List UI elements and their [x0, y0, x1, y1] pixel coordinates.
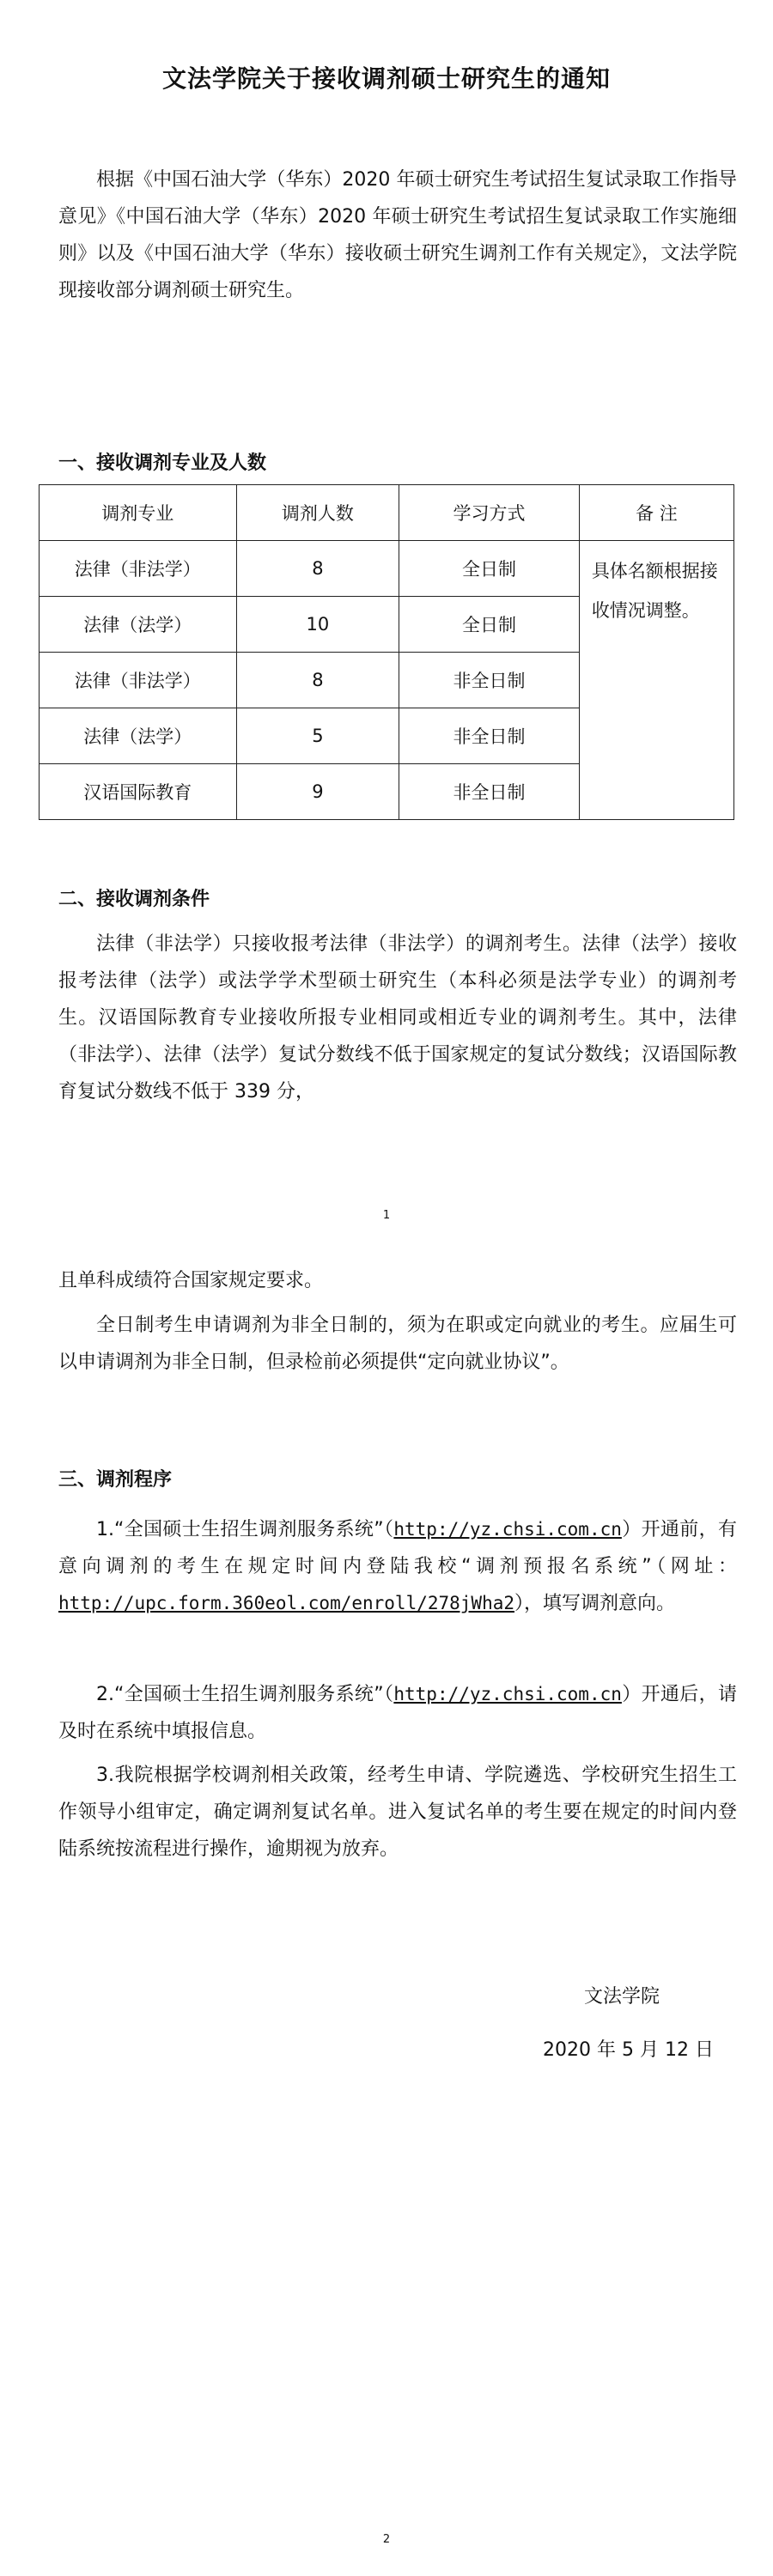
section-3-heading: 三、调剂程序 — [58, 1469, 173, 1491]
major-cell: 法律（法学） — [40, 708, 237, 764]
table-header-cell: 学习方式 — [399, 485, 580, 541]
signature-org: 文法学院 — [584, 1986, 660, 2008]
conditions-paragraph-continued: 且单科成绩符合国家规定要求。 — [58, 1270, 324, 1291]
intro-paragraph: 根据《中国石油大学（华东）2020 年硕士研究生考试招生复试录取工作指导意见》《中国石油大学（华东）2020 年硕士研究生考试招生复试录取工作实施细则》以及《中国石油大学（华东）接收硕士研究生调剂工作有关规定》，文法学院现接收部分调剂硕士研究生。 — [58, 169, 737, 301]
table-header-cell: 调剂专业 — [40, 485, 237, 541]
conditions-paragraph: 法律（非法学）只接收报考法律（非法学）的调剂考生。法律（法学）接收报考法律（法学）或法学学术型硕士研究生（本科必须是法学专业）的调剂考生。汉语国际教育专业接收所报专业相同或相近专业的调剂考生。其中，法律（非法学）、法律（法学）复试分数线不低于国家规定的复试分数线；汉语国际教育复试分数线不低于 339 分， — [58, 933, 737, 1103]
count-cell: 9 — [236, 764, 399, 820]
major-cell: 汉语国际教育 — [40, 764, 237, 820]
procedure-item-2 — [58, 1676, 737, 1750]
item-1-text-b: ）开通前，有意向调剂的考生在规定时间内登陆我校“调剂预报名系统”（网址： — [58, 1519, 737, 1577]
fulltime-paragraph: 全日制考生申请调剂为非全日制的，须为在职或定向就业的考生。应届生可以申请调剂为非全日制，但录检前必须提供“定向就业协议”。 — [58, 1315, 737, 1373]
item-2-text-b: ）开通后，请及时在系统中填报信息。 — [58, 1684, 737, 1742]
enroll-link[interactable]: http://upc.form.360eol.com/enroll/278jWha2 — [58, 1593, 515, 1613]
procedure-item-1 — [58, 1511, 737, 1622]
quota-table — [39, 484, 734, 820]
mode-cell: 非全日制 — [399, 653, 580, 708]
count-cell: 8 — [236, 541, 399, 597]
section-2-heading: 二、接收调剂条件 — [58, 889, 210, 910]
chsi-link[interactable]: http://yz.chsi.com.cn — [393, 1684, 622, 1704]
mode-cell: 全日制 — [399, 597, 580, 653]
page-number: 2 — [382, 2533, 391, 2546]
document-title: 文法学院关于接收调剂硕士研究生的通知 — [161, 64, 611, 93]
note-cell: 具体名额根据接收情况调整。 — [579, 541, 733, 820]
item-2-text-a: 2.“全国硕士生招生调剂服务系统”（ — [96, 1684, 394, 1705]
chsi-link[interactable]: http://yz.chsi.com.cn — [393, 1519, 622, 1540]
mode-cell: 全日制 — [399, 541, 580, 597]
major-cell: 法律（法学） — [40, 597, 237, 653]
major-cell: 法律（非法学） — [40, 541, 237, 597]
page-number: 1 — [382, 1209, 391, 1222]
page-1 — [0, 0, 773, 1254]
section-1-heading: 一、接收调剂专业及人数 — [58, 453, 267, 474]
count-cell: 5 — [236, 708, 399, 764]
count-cell: 10 — [236, 597, 399, 653]
table-header-cell: 备 注 — [579, 485, 733, 541]
page-2 — [0, 1254, 773, 2576]
mode-cell: 非全日制 — [399, 708, 580, 764]
signature-date: 2020 年 5 月 12 日 — [543, 2039, 714, 2061]
count-cell: 8 — [236, 653, 399, 708]
table-row — [40, 541, 734, 597]
item-1-text-c: ），填写调剂意向。 — [514, 1593, 676, 1614]
item-1-text-a: 1.“全国硕士生招生调剂服务系统”（ — [96, 1519, 394, 1540]
procedure-item-3: 3.我院根据学校调剂相关政策，经考生申请、学院遴选、学校研究生招生工作领导小组审定，确定调剂复试名单。进入复试名单的考生要在规定的时间内登陆系统按流程进行操作，逾期视为放弃。 — [58, 1765, 737, 1860]
major-cell: 法律（非法学） — [40, 653, 237, 708]
table-header-cell: 调剂人数 — [236, 485, 399, 541]
table-header-row — [40, 485, 734, 541]
mode-cell: 非全日制 — [399, 764, 580, 820]
